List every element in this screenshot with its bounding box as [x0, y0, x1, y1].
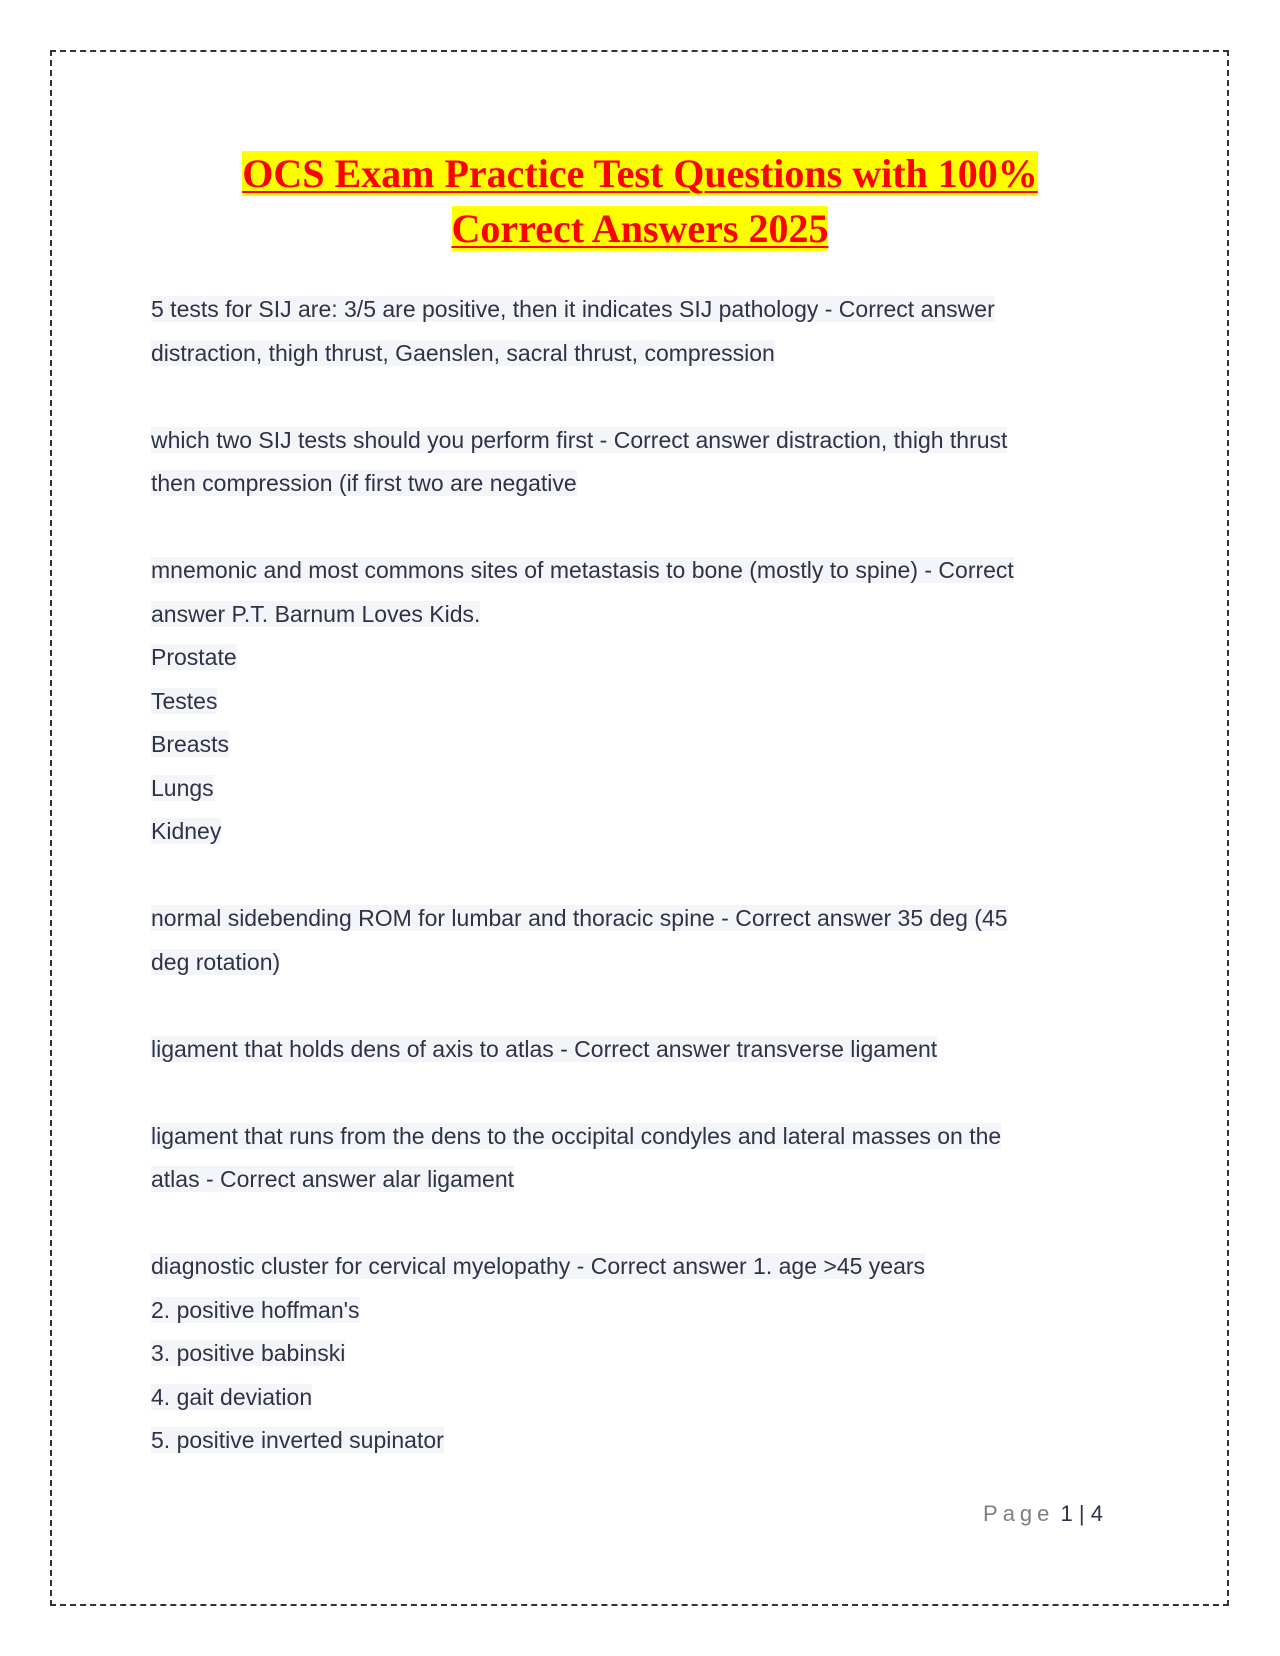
entry-line: atlas - Correct answer alar ligament: [151, 1166, 515, 1192]
total-pages: 4: [1090, 1501, 1103, 1526]
entry-line: 5. positive inverted supinator: [151, 1427, 444, 1453]
entry-line: 5 tests for SIJ are: 3/5 are positive, then it indicates SIJ pathology - Correct answer: [151, 296, 995, 322]
qa-entry-5: [151, 1028, 1111, 1072]
document-body: [151, 288, 1111, 1506]
entry-line: ligament that holds dens of axis to atlas - Correct answer transverse ligament: [151, 1035, 938, 1062]
title-line-2: Correct Answers 2025: [451, 206, 829, 251]
qa-entry-1: [151, 288, 1111, 375]
qa-entry-7: [151, 1245, 1111, 1463]
entry-line: Lungs: [151, 774, 214, 801]
entry-line: answer P.T. Barnum Loves Kids.: [151, 600, 481, 627]
entry-line: diagnostic cluster for cervical myelopathy - Correct answer 1. age >45 years: [151, 1253, 926, 1279]
entry-line: then compression (if first two are negative: [151, 470, 577, 496]
entry-line: 2. positive hoffman's: [151, 1296, 360, 1323]
title-line-1: OCS Exam Practice Test Questions with 100%: [242, 151, 1038, 196]
entry-line: Prostate: [151, 644, 237, 670]
qa-entry-3: [151, 549, 1111, 854]
entry-line: Kidney: [151, 818, 222, 844]
entry-line: ligament that runs from the dens to the occipital condyles and lateral masses on the: [151, 1122, 1002, 1149]
entry-line: Testes: [151, 687, 218, 714]
entry-line: 4. gait deviation: [151, 1383, 313, 1410]
entry-line: deg rotation): [151, 948, 281, 975]
entry-line: normal sidebending ROM for lumbar and thoracic spine - Correct answer 35 deg (45: [151, 905, 1008, 931]
entry-line: distraction, thigh thrust, Gaenslen, sacral thrust, compression: [151, 339, 775, 366]
entry-line: which two SIJ tests should you perform first - Correct answer distraction, thigh thrust: [151, 426, 1008, 453]
document-title: [0, 146, 1280, 256]
page-separator: |: [1078, 1501, 1085, 1526]
page-label: Page: [983, 1501, 1055, 1526]
entry-line: 3. positive babinski: [151, 1340, 346, 1366]
entry-line: Breasts: [151, 731, 229, 757]
page-footer: [983, 1501, 1103, 1527]
current-page-number: 1: [1060, 1501, 1073, 1526]
qa-entry-4: [151, 897, 1111, 984]
qa-entry-2: [151, 419, 1111, 506]
qa-entry-6: [151, 1115, 1111, 1202]
entry-line: mnemonic and most commons sites of metastasis to bone (mostly to spine) - Correct: [151, 557, 1014, 583]
